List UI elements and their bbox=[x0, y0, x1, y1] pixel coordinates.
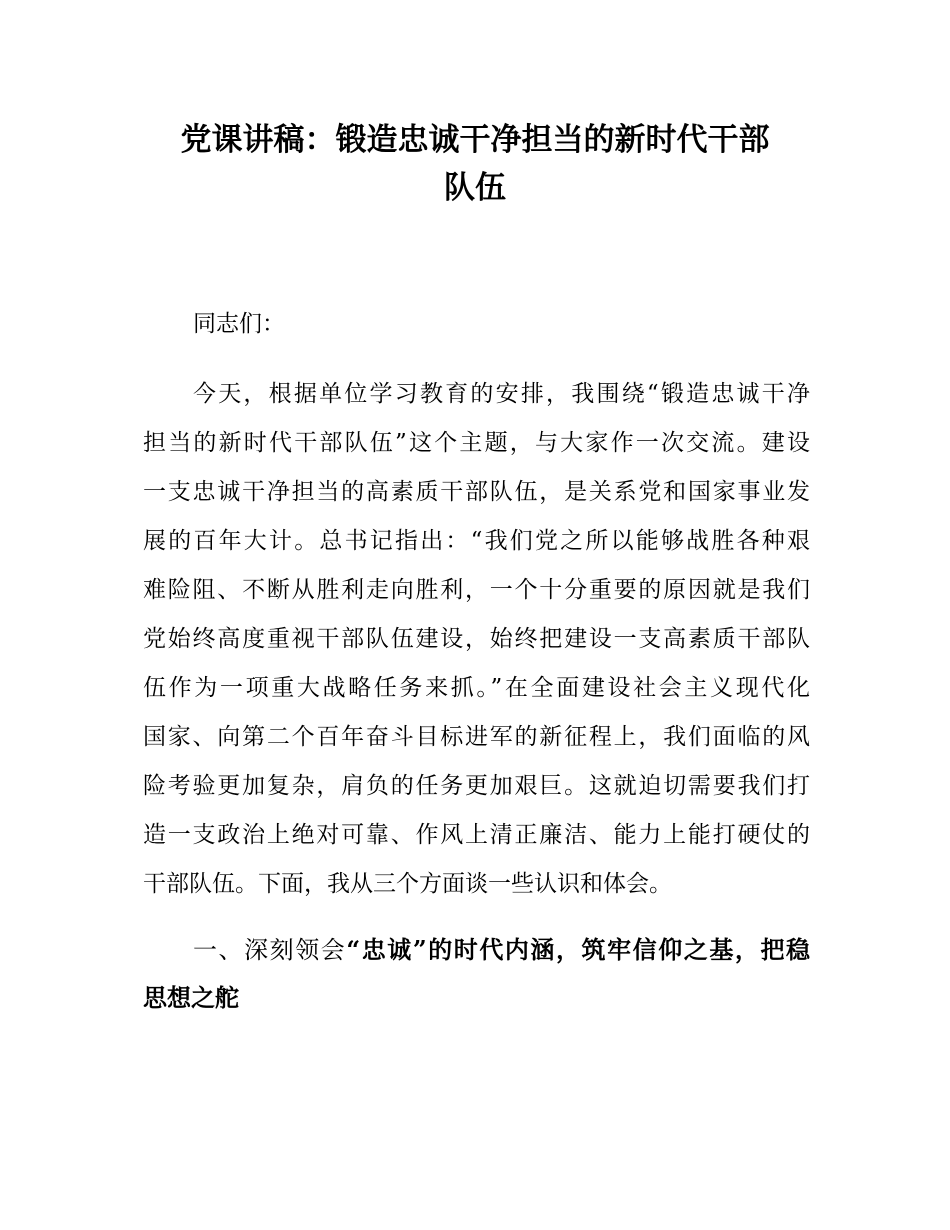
heading-line-2 bbox=[143, 974, 810, 1022]
paragraph-line: 难险阻、不断从胜利走向胜利，一个十分重要的原因就是我们 bbox=[143, 577, 810, 603]
paragraph-line: 今天，根据单位学习教育的安排，我围绕“锻造忠诚干净 bbox=[193, 381, 810, 407]
paragraph-line: 展的百年大计。总书记指出：“我们党之所以能够战胜各种艰 bbox=[143, 528, 810, 554]
greeting: 同志们： bbox=[193, 311, 285, 337]
paragraph-line: 党始终高度重视干部队伍建设，始终把建设一支高素质干部队 bbox=[143, 626, 810, 652]
paragraph-line: 造一支政治上绝对可靠、作风上清正廉洁、能力上能打硬仗的 bbox=[143, 822, 810, 848]
title-line-1: 党课讲稿：锻造忠诚干净担当的新时代干部 bbox=[180, 122, 770, 158]
section-heading-1 bbox=[143, 926, 810, 1022]
paragraph-line: 国家、向第二个百年奋斗目标进军的新征程上，我们面临的风 bbox=[143, 724, 810, 750]
heading-prefix: 一、深刻领会 bbox=[193, 936, 347, 964]
heading-bold-text-2: 思想之舵 bbox=[143, 983, 239, 1012]
paragraph-line: 一支忠诚干净担当的高素质干部队伍，是关系党和国家事业发 bbox=[143, 479, 810, 505]
intro-paragraph bbox=[143, 370, 810, 909]
document-title bbox=[140, 116, 810, 212]
paragraph-line: 险考验更加复杂，肩负的任务更加艰巨。这就迫切需要我们打 bbox=[143, 773, 810, 799]
paragraph-line: 担当的新时代干部队伍”这个主题，与大家作一次交流。建设 bbox=[143, 430, 810, 456]
title-line-2: 队伍 bbox=[444, 170, 506, 206]
heading-bold-text: “忠诚”的时代内涵，筑牢信仰之基，把稳 bbox=[346, 935, 811, 964]
paragraph-line: 伍作为一项重大战略任务来抓。”在全面建设社会主义现代化 bbox=[143, 675, 810, 701]
heading-line-1 bbox=[143, 926, 810, 974]
paragraph-line: 干部队伍。下面，我从三个方面谈一些认识和体会。 bbox=[143, 871, 672, 897]
